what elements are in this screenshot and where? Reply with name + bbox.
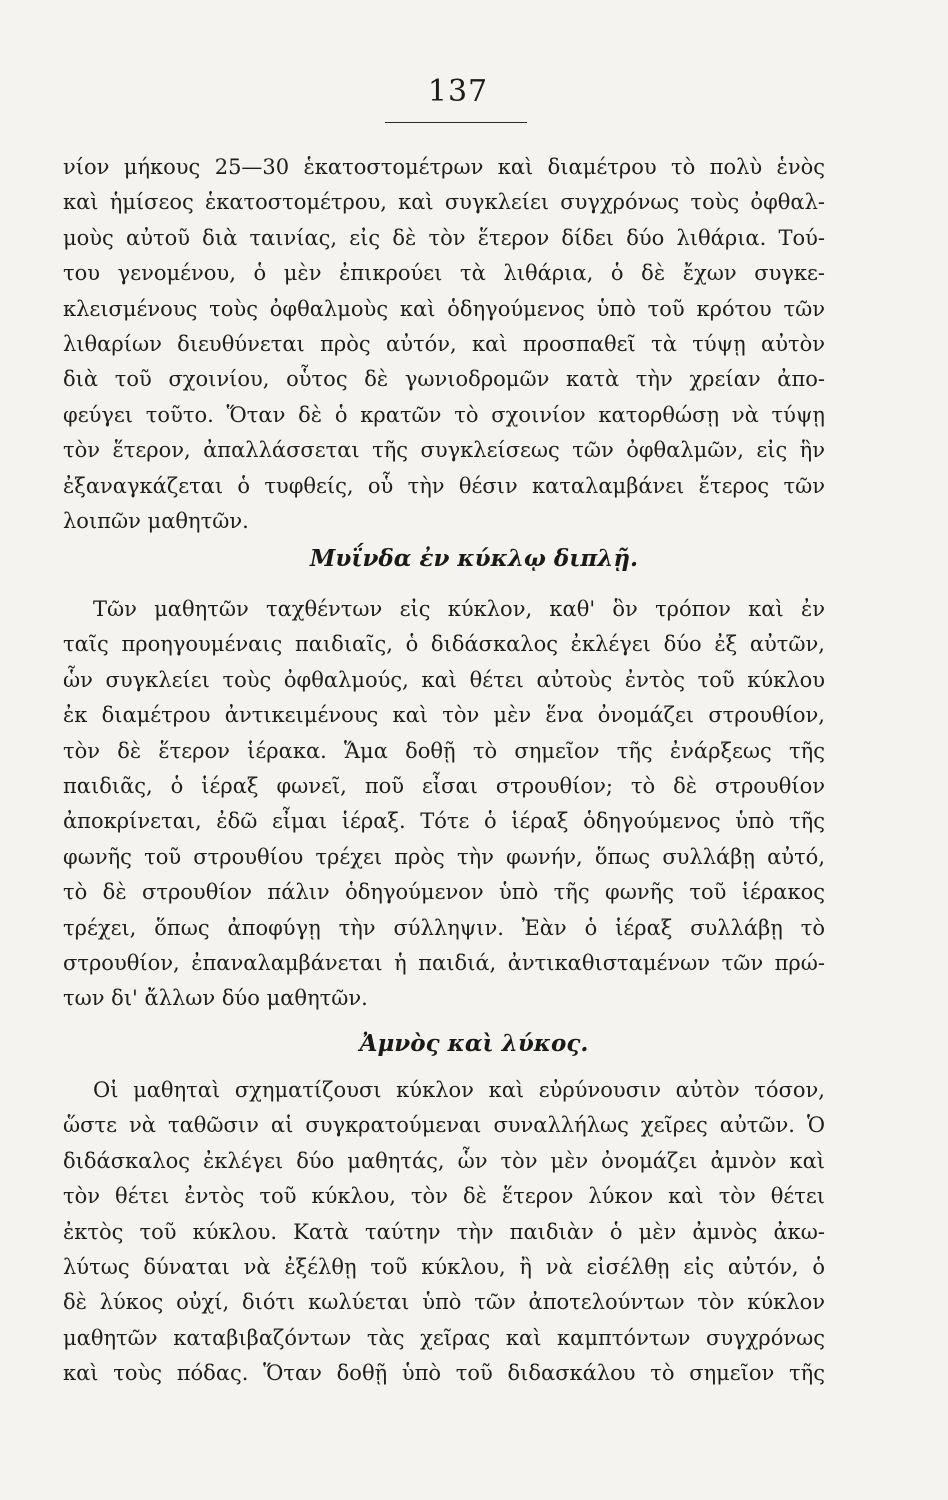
text-line: ὥστε νὰ ταθῶσιν αἱ συγκρατούμεναι συναλλήλως χεῖρες αὐτῶν. Ὁ (63, 1113, 825, 1138)
text-line: ἐξαναγκάζεται ὁ τυφθείς, οὗ τὴν θέσιν καταλαμβάνει ἕτερος τῶν (63, 473, 825, 498)
text-line: του γενομένου, ὁ μὲν ἐπικρούει τὰ λιθάρια, ὁ δὲ ἔχων συγκε- (63, 261, 825, 286)
text-line: ταῖς προηγουμέναις παιδιαῖς, ὁ διδάσκαλος ἐκλέγει δύο ἐξ αὐτῶν, (63, 632, 825, 657)
paragraph-1 (63, 150, 825, 539)
text-line: διδάσκαλος ἐκλέγει δύο μαθητάς, ὧν τὸν μὲν ὀνομάζει ἀμνὸν καὶ (63, 1148, 825, 1173)
text-line: καὶ τοὺς πόδας. Ὅταν δοθῇ ὑπὸ τοῦ διδασκάλου τὸ σημεῖον τῆς (63, 1361, 825, 1386)
text-line: φωνῆς τοῦ στρουθίου τρέχει πρὸς τὴν φωνήν, ὅπως συλλάβῃ αὐτό, (63, 844, 825, 869)
text-line: λοιπῶν μαθητῶν. (63, 508, 249, 533)
text-line: διὰ τοῦ σχοινίου, οὗτος δὲ γωνιοδρομῶν κατὰ τὴν χρείαν ἀπο- (63, 367, 825, 392)
page-number-rule (385, 122, 527, 123)
text-line: τὸν θέτει ἐντὸς τοῦ κύκλου, τὸν δὲ ἕτερον λύκον καὶ τὸν θέτει (63, 1184, 825, 1209)
section-heading-myinda: Μυΐνδα ἐν κύκλῳ διπλῇ. (309, 545, 639, 572)
text-line: Τῶν μαθητῶν ταχθέντων εἰς κύκλον, καθ' ὃν τρόπον καὶ ἐν (93, 597, 825, 621)
text-line: λύτως δύναται νὰ ἐξέλθῃ τοῦ κύκλου, ἢ νὰ εἰσέλθῃ εἰς αὐτόν, ὁ (63, 1254, 825, 1279)
paragraph-2 (63, 592, 825, 1017)
text-line: ἐκ διαμέτρου ἀντικειμένους καὶ τὸν μὲν ἕνα ὀνομάζει στρουθίον, (63, 703, 825, 728)
text-line: μοὺς αὐτοῦ διὰ ταινίας, εἰς δὲ τὸν ἕτερον δίδει δύο λιθάρια. Τού- (63, 225, 825, 250)
text-line: δὲ λύκος οὐχί, διότι κωλύεται ὑπὸ τῶν ἀποτελούντων τὸν κύκλον (63, 1290, 825, 1315)
text-line: ὧν συγκλείει τοὺς ὀφθαλμούς, καὶ θέτει αὐτοὺς ἐντὸς τοῦ κύκλου (63, 667, 825, 692)
text-line: καὶ ἡμίσεος ἑκατοστομέτρου, καὶ συγκλείει συγχρόνως τοὺς ὀφθαλ- (63, 190, 825, 215)
page-number: 137 (427, 74, 489, 109)
text-line: τὸν δὲ ἕτερον ἱέρακα. Ἅμα δοθῇ τὸ σημεῖον τῆς ἐνάρξεως τῆς (63, 738, 825, 763)
text-line: τὸ δὲ στρουθίον πάλιν ὁδηγούμενον ὑπὸ τῆς φωνῆς τοῦ ἱέρακος (63, 880, 825, 905)
text-line: λιθαρίων διευθύνεται πρὸς αὐτόν, καὶ προσπαθεῖ τὰ τύψῃ αὐτὸν (63, 331, 825, 356)
text-line: τὸν ἕτερον, ἀπαλλάσσεται τῆς συγκλείσεως τῶν ὀφθαλμῶν, εἰς ἣν (63, 438, 825, 463)
text-line: παιδιᾶς, ὁ ἱέραξ φωνεῖ, ποῦ εἶσαι στρουθίον; τὸ δὲ στρουθίον (63, 773, 825, 798)
text-line: φεύγει τοῦτο. Ὅταν δὲ ὁ κρατῶν τὸ σχοινίον κατορθώσῃ νὰ τύψῃ (63, 402, 825, 427)
text-line: στρουθίον, ἐπαναλαμβάνεται ἡ παιδιά, ἀντικαθισταμένων τῶν πρώ- (63, 950, 825, 975)
section-heading-amnos: Ἀμνὸς καὶ λύκος. (359, 1030, 589, 1057)
text-line: ἀποκρίνεται, ἐδῶ εἶμαι ἱέραξ. Τότε ὁ ἱέραξ ὁδηγούμενος ὑπὸ τῆς (63, 809, 825, 834)
text-line: κλεισμένους τοὺς ὀφθαλμοὺς καὶ ὁδηγούμενος ὑπὸ τοῦ κρότου τῶν (63, 296, 825, 321)
text-line: ἐκτὸς τοῦ κύκλου. Κατὰ ταύτην τὴν παιδιὰν ὁ μὲν ἀμνὸς ἀκω- (63, 1219, 825, 1244)
paragraph-3 (63, 1073, 825, 1392)
text-line: Οἱ μαθηταὶ σχηματίζουσι κύκλον καὶ εὐρύνουσιν αὐτὸν τόσον, (93, 1078, 825, 1102)
text-line: τρέχει, ὅπως ἀποφύγῃ τὴν σύλληψιν. Ἐὰν ὁ ἱέραξ συλλάβῃ τὸ (63, 915, 825, 940)
text-line: των δι' ἄλλων δύο μαθητῶν. (63, 986, 368, 1011)
text-line: μαθητῶν καταβιβαζόντων τὰς χεῖρας καὶ καμπτόντων συγχρόνως (63, 1325, 825, 1350)
text-line: νίον μήκους 25—30 ἑκατοστομέτρων καὶ διαμέτρου τὸ πολὺ ἑνὸς (63, 155, 825, 179)
